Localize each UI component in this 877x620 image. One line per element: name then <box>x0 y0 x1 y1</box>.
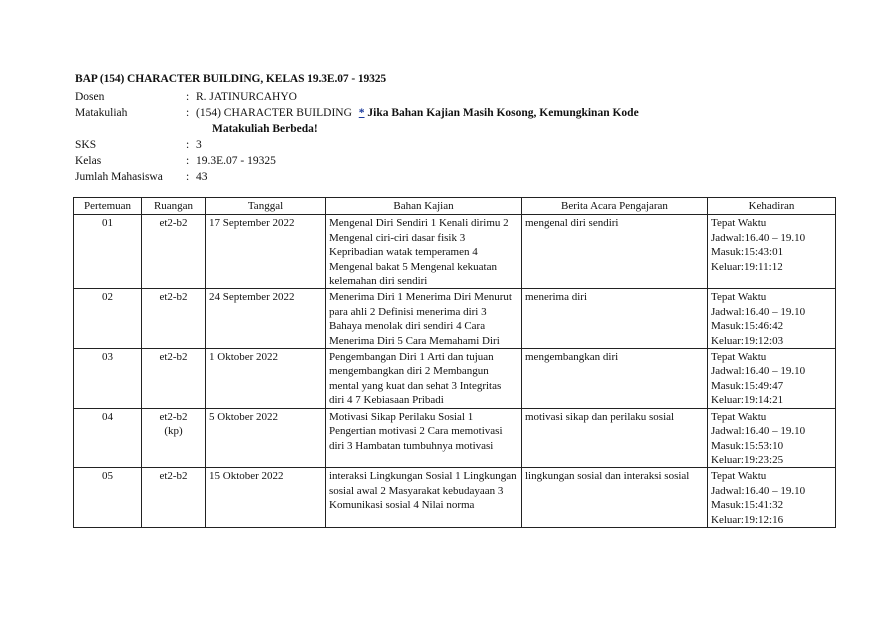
kelas-value: 19.3E.07 - 19325 <box>196 155 276 167</box>
matakuliah-value: (154) CHARACTER BUILDING <box>196 107 352 119</box>
kehadiran-masuk: Masuk:15:46:42 <box>711 320 784 333</box>
colon: : <box>186 107 190 119</box>
cell-bahan-kajian: Menerima Diri 1 Menerima Diri Menurut para ahli 2 Definisi menerima diri 3 Bahaya menolak diri sendiri 4 Cara Menerima Diri 5 Cara Memahami Diri <box>326 289 522 349</box>
colon: : <box>186 91 190 103</box>
matakuliah-note: Jika Bahan Kajian Masih Kosong, Kemungkinan Kode <box>367 107 639 119</box>
jumlah-row <box>75 169 639 185</box>
cell-ruangan: et2-b2 <box>142 215 206 289</box>
matakuliah-note-line2: Matakuliah Berbeda! <box>212 123 318 135</box>
dosen-label: Dosen <box>75 91 105 103</box>
matakuliah-label: Matakuliah <box>75 107 128 119</box>
cell-ruangan: et2-b2 <box>142 289 206 349</box>
kehadiran-keluar: Keluar:19:14:21 <box>711 394 784 407</box>
cell-tanggal: 24 September 2022 <box>206 289 326 349</box>
cell-bahan-kajian: Motivasi Sikap Perilaku Sosial 1 Pengertian motivasi 2 Cara memotivasi diri 3 Hambatan tumbuhnya motivasi <box>326 408 522 468</box>
cell-pertemuan: 02 <box>74 289 142 349</box>
kehadiran-keluar: Keluar:19:12:03 <box>711 334 784 347</box>
kehadiran-jadwal: Jadwal:16.40 – 19.10 <box>711 365 806 378</box>
header-pertemuan: Pertemuan <box>74 198 142 215</box>
kehadiran-masuk: Masuk:15:53:10 <box>711 439 784 452</box>
cell-kehadiran <box>708 349 836 409</box>
kehadiran-jadwal: Jadwal:16.40 – 19.10 <box>711 425 806 438</box>
matakuliah-row <box>75 105 639 121</box>
table-row <box>74 408 836 468</box>
sks-row <box>75 137 639 153</box>
course-info <box>75 89 639 185</box>
table-row <box>74 215 836 289</box>
matakuliah-value-wrap <box>196 105 639 121</box>
header-berita-acara: Berita Acara Pengajaran <box>522 198 708 215</box>
header-tanggal: Tanggal <box>206 198 326 215</box>
colon: : <box>186 139 190 151</box>
cell-ruangan <box>142 408 206 468</box>
cell-berita-acara: motivasi sikap dan perilaku sosial <box>522 408 708 468</box>
cell-pertemuan: 03 <box>74 349 142 409</box>
cell-tanggal: 1 Oktober 2022 <box>206 349 326 409</box>
cell-pertemuan: 04 <box>74 408 142 468</box>
kehadiran-status: Tepat Waktu <box>711 410 767 423</box>
cell-kehadiran <box>708 408 836 468</box>
cell-tanggal: 15 Oktober 2022 <box>206 468 326 528</box>
kehadiran-status: Tepat Waktu <box>711 217 767 230</box>
kehadiran-jadwal: Jadwal:16.40 – 19.10 <box>711 231 806 244</box>
header-bahan-kajian: Bahan Kajian <box>326 198 522 215</box>
cell-kehadiran <box>708 289 836 349</box>
kehadiran-keluar: Keluar:19:11:12 <box>711 260 783 273</box>
cell-pertemuan: 05 <box>74 468 142 528</box>
cell-tanggal: 5 Oktober 2022 <box>206 408 326 468</box>
colon: : <box>186 171 190 183</box>
table-header-row <box>74 198 836 215</box>
kehadiran-masuk: Masuk:15:41:32 <box>711 499 784 512</box>
kelas-row <box>75 153 639 169</box>
cell-berita-acara: mengembangkan diri <box>522 349 708 409</box>
kehadiran-status: Tepat Waktu <box>711 470 767 483</box>
sks-label: SKS <box>75 139 97 151</box>
kehadiran-masuk: Masuk:15:43:01 <box>711 246 784 259</box>
jumlah-label: Jumlah Mahasiswa <box>75 171 163 183</box>
cell-bahan-kajian: Pengembangan Diri 1 Arti dan tujuan mengembangkan diri 2 Membangun mental yang kuat dan sehat 3 Integritas diri 4 7 Kebiasaan Pribadi <box>326 349 522 409</box>
kehadiran-masuk: Masuk:15:49:47 <box>711 379 784 392</box>
kehadiran-status: Tepat Waktu <box>711 351 767 364</box>
cell-pertemuan: 01 <box>74 215 142 289</box>
matakuliah-star-link[interactable]: * <box>358 107 365 119</box>
table-row <box>74 468 836 528</box>
document-title: BAP (154) CHARACTER BUILDING, KELAS 19.3E.07 - 19325 <box>75 73 387 85</box>
kehadiran-keluar: Keluar:19:23:25 <box>711 453 784 466</box>
kehadiran-keluar: Keluar:19:12:16 <box>711 513 784 526</box>
kehadiran-jadwal: Jadwal:16.40 – 19.10 <box>711 484 806 497</box>
table-row <box>74 289 836 349</box>
cell-kehadiran <box>708 215 836 289</box>
cell-berita-acara: mengenal diri sendiri <box>522 215 708 289</box>
cell-berita-acara: lingkungan sosial dan interaksi sosial <box>522 468 708 528</box>
cell-ruangan: et2-b2 <box>142 468 206 528</box>
cell-ruangan: et2-b2 <box>142 349 206 409</box>
kelas-label: Kelas <box>75 155 102 167</box>
cell-bahan-kajian: interaksi Lingkungan Sosial 1 Lingkungan sosial awal 2 Masyarakat kebudayaan 3 Komunikasi sosial 4 Nilai norma <box>326 468 522 528</box>
dosen-value: R. JATINURCAHYO <box>196 91 297 103</box>
cell-berita-acara: menerima diri <box>522 289 708 349</box>
ruangan-value: et2-b2 <box>159 410 188 423</box>
ruangan-note: (kp) <box>164 425 183 438</box>
cell-kehadiran <box>708 468 836 528</box>
cell-tanggal: 17 September 2022 <box>206 215 326 289</box>
header-kehadiran: Kehadiran <box>708 198 836 215</box>
sks-value: 3 <box>196 139 202 151</box>
header-ruangan: Ruangan <box>142 198 206 215</box>
kehadiran-jadwal: Jadwal:16.40 – 19.10 <box>711 305 806 318</box>
cell-bahan-kajian: Mengenal Diri Sendiri 1 Kenali dirimu 2 Mengenal ciri-ciri dasar fisik 3 Kepribadian watak temperamen 4 Mengenal bakat 5 Mengenal kekuatan kelemahan diri sendiri <box>326 215 522 289</box>
attendance-table <box>73 197 836 528</box>
jumlah-value: 43 <box>196 171 208 183</box>
dosen-row <box>75 89 639 105</box>
kehadiran-status: Tepat Waktu <box>711 291 767 304</box>
colon: : <box>186 155 190 167</box>
table-row <box>74 349 836 409</box>
